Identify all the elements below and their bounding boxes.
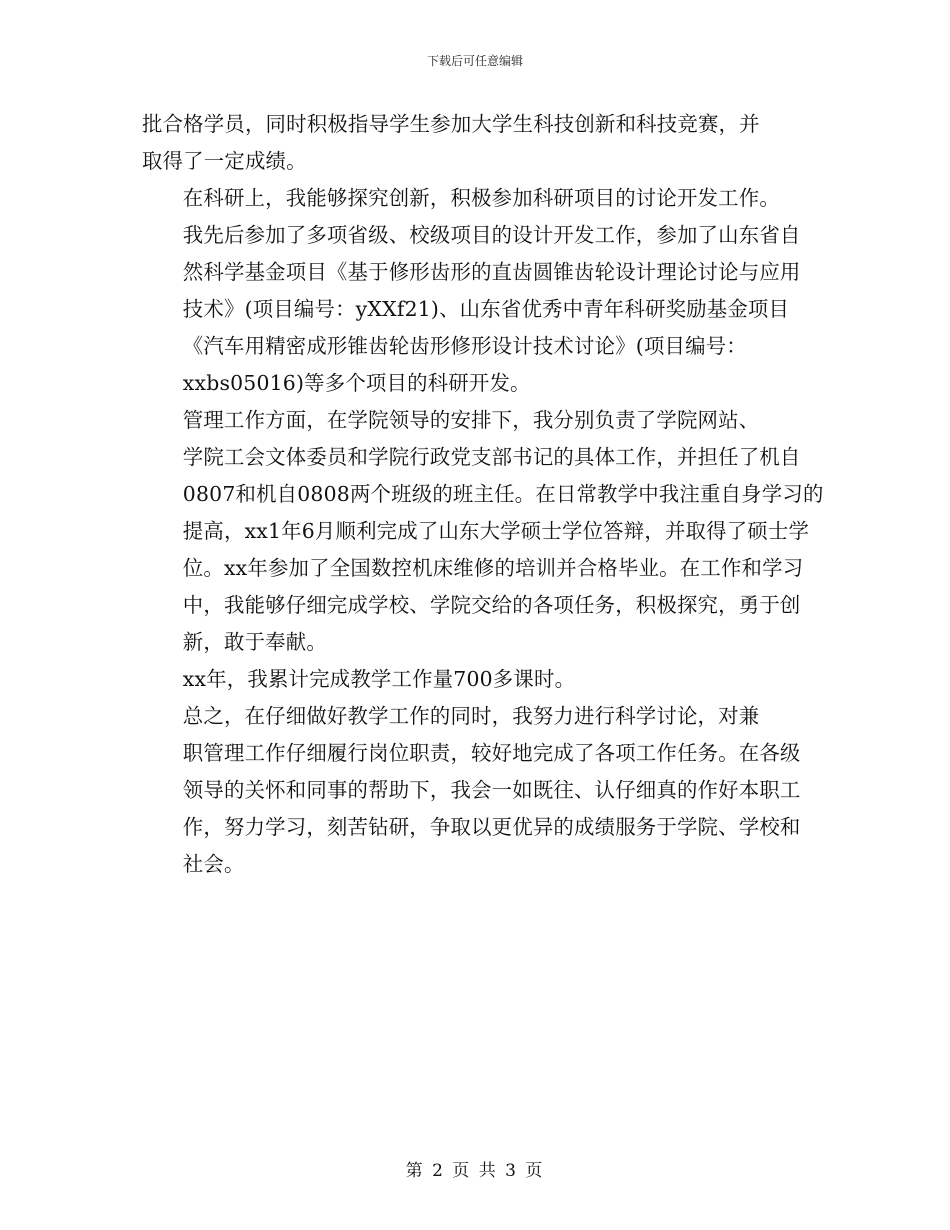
text-line: 职管理工作仔细履行岗位职责，较好地完成了各项工作任务。在各级 [182,741,801,765]
paragraph-4 [142,661,812,698]
text-line: 中，我能够仔细完成学校、学院交给的各项任务，积极探究，勇于创 [182,593,801,617]
text-line: 领导的关怀和同事的帮助下，我会一如既往、认仔细真的作好本职工 [182,778,801,802]
text-line: xx年，我累计完成教学工作量700多课时。 [182,667,576,691]
text-line: 然科学基金项目《基于修形齿形的直齿圆锥齿轮设计理论讨论与应用 [182,260,801,284]
text-line: 取得了一定成绩。 [142,149,307,173]
paragraph-3 [142,402,824,661]
text-line: 我先后参加了多项省级、校级项目的设计开发工作，参加了山东省自 [182,223,801,247]
text-line: 学院工会文体委员和学院行政党支部书记的具体工作，并担任了机自 [182,445,801,469]
text-line: 0807和机自0808两个班级的班主任。在日常教学中我注重自身学习的 [182,482,824,506]
text-line: 位。xx年参加了全国数控机床维修的培训并合格毕业。在工作和学习 [182,556,804,580]
text-line: 在科研上，我能够探究创新，积极参加科研项目的讨论开发工作。 [182,186,780,210]
document-body [142,106,824,883]
text-line: 作，努力学习，刻苦钻研，争取以更优异的成绩服务于学院、学校和 [182,815,801,839]
text-line: 管理工作方面，在学院领导的安排下，我分别负责了学院网站、 [182,408,760,432]
paragraph-2 [142,180,812,402]
paragraph-1 [142,106,812,180]
page-header: 下载后可任意编辑 [426,54,523,68]
text-line: 《汽车用精密成形锥齿轮齿形修形设计技术讨论》(项目编号： [182,334,747,358]
text-line: 技术》(项目编号：yXXf21)、山东省优秀中青年科研奖励基金项目 [182,297,790,321]
text-line: 提高，xx1年6月顺利完成了山东大学硕士学位答辩，并取得了硕士学 [182,519,810,543]
text-line: 社会。 [182,852,245,876]
page-number: 第 2 页 共 3 页 [405,1161,545,1181]
text-line: 新，敢于奉献。 [182,630,327,654]
paragraph-5 [142,698,812,883]
text-line: 总之，在仔细做好教学工作的同时，我努力进行科学讨论，对兼 [182,704,760,728]
text-line: xxbs05016)等多个项目的科研开发。 [182,371,531,395]
text-line: 批合格学员，同时积极指导学生参加大学生科技创新和科技竞赛，并 [142,112,760,136]
